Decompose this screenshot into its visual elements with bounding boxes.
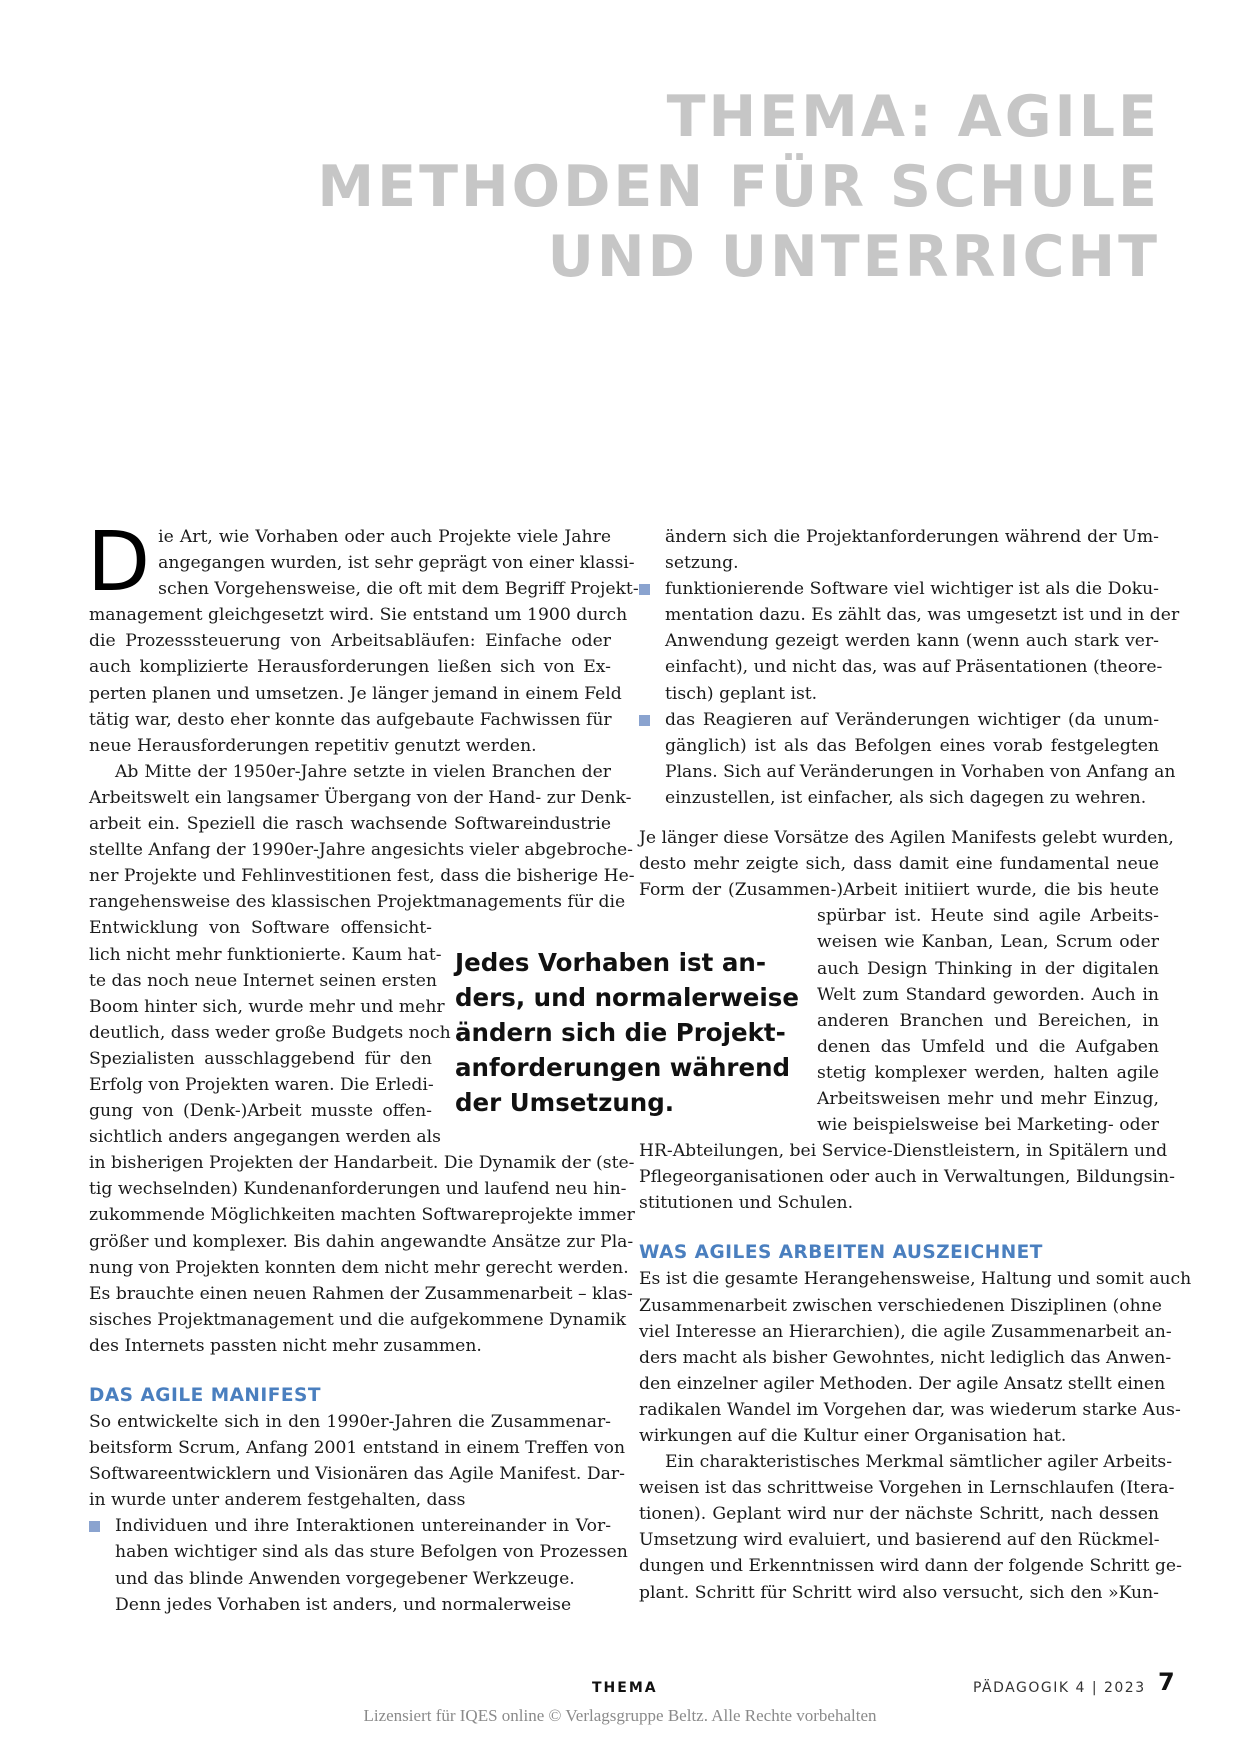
text-line: anderen Branchen und Bereichen, in [817,1010,1159,1031]
license-notice: Lizensiert für IQES online © Verlagsgruppe Beltz. Alle Rechte vorbehalten [363,1706,877,1725]
text-line: Je länger diese Vorsätze des Agilen Manifests gelebt wurden, [639,828,1174,849]
pull-quote-line: ändern sich die Projekt- [455,1018,786,1047]
dropcap: D [87,515,151,610]
text-line: tionen). Geplant wird nur der nächste Schritt, nach dessen [639,1504,1159,1525]
text-line: Individuen und ihre Interaktionen untereinander in Vor- [115,1516,611,1537]
text-line: wirkungen auf die Kultur einer Organisation hat. [639,1426,1067,1446]
paragraph [89,1409,626,1513]
bullet-square-icon [639,715,650,726]
text-line: beitsform Scrum, Anfang 2001 entstand in einem Treffen von [89,1438,626,1459]
text-line: management gleichgesetzt wird. Sie entstand um 1900 durch [89,605,628,626]
text-line: Es brauchte einen neuen Rahmen der Zusammenarbeit – klas- [89,1283,633,1304]
text-line: die Prozesssteuerung von Arbeitsabläufen: Einfache oder [89,631,611,652]
bullet-square-icon [89,1521,100,1532]
text-line: Arbeitswelt ein langsamer Übergang von der Hand- zur Denk- [89,787,632,808]
pull-quote-line: ders, und normalerweise [455,983,799,1012]
text-line: Ein charakteristisches Merkmal sämtlicher agiler Arbeits- [665,1452,1173,1473]
text-line: Welt zum Standard geworden. Auch in [817,984,1159,1005]
text-line: in bisherigen Projekten der Handarbeit. Die Dynamik der (ste- [89,1153,635,1174]
text-line: schen Vorgehensweise, die oft mit dem Begriff Projekt- [158,579,639,600]
text-line: und das blinde Anwenden vorgegebener Werkzeuge. [115,1568,575,1589]
text-line: Boom hinter sich, wurde mehr und mehr [89,996,445,1017]
text-line: dungen und Erkenntnissen wird dann der folgende Schritt ge- [639,1556,1182,1577]
text-line: das Reagieren auf Veränderungen wichtiger (da unum- [665,709,1159,730]
text-line: ders macht als bisher Gewohntes, nicht lediglich das Anwen- [639,1347,1172,1368]
text-line: Form der (Zusammen-)Arbeit initiiert wurde, die bis heute [639,880,1159,901]
text-line: zukommende Möglichkeiten machten Softwareprojekte immer [89,1205,635,1226]
text-line: auch Design Thinking in der digitalen [817,958,1159,979]
text-line: nung von Projekten konnten dem nicht mehr gerecht werden. [89,1257,629,1278]
text-line: sichtlich anders angegangen werden als [89,1127,441,1148]
text-line: Spezialisten ausschlaggebend für den [89,1048,432,1069]
text-line: weisen wie Kanban, Lean, Scrum oder [817,932,1159,953]
text-line: angegangen wurden, ist sehr geprägt von einer klassi- [158,553,635,574]
list-item [639,576,1180,706]
page-number: 7 [1158,1668,1175,1696]
pull-quote-line: Jedes Vorhaben ist an- [455,948,766,977]
list-item-continued [639,524,1159,576]
section-heading: WAS AGILES ARBEITEN AUSZEICHNET [639,1242,1043,1264]
text-line: stitutionen und Schulen. [639,1193,854,1214]
text-line: Anwendung gezeigt werden kann (wenn auch stark ver- [665,631,1159,652]
text-line: größer und komplexer. Bis dahin angewandte Ansätze zur Pla- [89,1231,634,1252]
intro-paragraph [87,515,639,759]
title-line: UND UNTERRICHT [547,224,1160,290]
text-line: sisches Projektmanagement und die aufgekommene Dynamik [89,1309,627,1330]
pull-quote-line: der Umsetzung. [455,1088,675,1117]
text-line: radikalen Wandel im Vorgehen dar, was wiederum starke Aus- [639,1399,1181,1420]
text-line: setzung. [665,553,739,574]
text-line: ner Projekte und Fehlinvestitionen fest, dass die bisherige He- [89,866,635,887]
text-line: gung von (Denk-)Arbeit musste offen- [89,1101,432,1122]
text-line: Arbeitsweisen mehr und mehr Einzug, [817,1088,1159,1109]
text-line: weisen ist das schrittweise Vorgehen in Lernschlaufen (Itera- [639,1478,1175,1499]
text-line: funktionierende Software viel wichtiger ist als die Doku- [665,579,1159,600]
text-line: haben wichtiger sind als das sture Befolgen von Prozessen [115,1542,628,1563]
pull-quote-line: anforderungen während [455,1053,791,1082]
text-line: stellte Anfang der 1990er-Jahre angesichts vieler abgebroche- [89,840,633,861]
text-line: Pflegeorganisationen oder auch in Verwaltungen, Bildungsin- [639,1167,1175,1188]
text-line: gänglich) ist als das Befolgen eines vorab festgelegten [665,735,1159,756]
text-line: viel Interesse an Hierarchien), die agile Zusammenarbeit an- [639,1321,1172,1342]
section-heading: DAS AGILE MANIFEST [89,1385,322,1406]
text-line: ie Art, wie Vorhaben oder auch Projekte viele Jahre [158,527,611,547]
text-line: tisch) geplant ist. [665,683,818,704]
text-line: Plans. Sich auf Veränderungen in Vorhaben von Anfang an [665,761,1176,782]
text-line: tig wechselnden) Kundenanforderungen und laufend neu hin- [89,1179,627,1200]
text-line: Erfolg von Projekten waren. Die Erledi- [89,1074,434,1095]
list-item [639,707,1176,811]
footer-section-label: THEMA [592,1680,658,1696]
text-line: Ab Mitte der 1950er-Jahre setzte in vielen Branchen der [115,761,611,782]
text-line: spürbar ist. Heute sind agile Arbeits- [817,906,1159,927]
text-line: neue Herausforderungen repetitiv genutzt werden. [89,735,537,756]
bullet-square-icon [639,584,650,595]
text-line: perten planen und umsetzen. Je länger jemand in einem Feld [89,683,622,704]
text-line: Es ist die gesamte Herangehensweise, Haltung und somit auch [639,1269,1192,1290]
text-line: arbeit ein. Speziell die rasch wachsende Softwareindustrie [89,814,611,835]
text-line: HR-Abteilungen, bei Service-Dienstleistern, in Spitälern und [639,1141,1168,1162]
text-line: wie beispielsweise bei Marketing- oder [817,1115,1159,1136]
text-line: auch komplizierte Herausforderungen ließen sich von Ex- [89,657,611,678]
text-line: deutlich, dass weder große Budgets noch [89,1022,451,1043]
title-line: METHODEN FÜR SCHULE [317,154,1160,220]
text-line: einfacht), und nicht das, was auf Präsentationen (theore- [665,657,1163,678]
text-line: ändern sich die Projektanforderungen während der Um- [665,527,1159,547]
pull-quote [455,945,799,1120]
text-line: Entwicklung von Software offensicht- [89,918,432,939]
text-line: So entwickelte sich in den 1990er-Jahren die Zusammenar- [89,1412,611,1432]
text-line: plant. Schritt für Schritt wird also versucht, sich den »Kun- [639,1582,1159,1603]
text-line: in wurde unter anderem festgehalten, dass [89,1490,466,1511]
text-line: rangehensweise des klassischen Projektmanagements für die [89,892,626,913]
text-line: Denn jedes Vorhaben ist anders, und normalerweise [115,1594,572,1615]
text-line: einzustellen, ist einfacher, als sich dagegen zu wehren. [665,787,1147,808]
text-line: stetig komplexer werden, halten agile [817,1062,1159,1083]
text-line: Softwareentwicklern und Visionären das Agile Manifest. Dar- [89,1464,625,1485]
text-line: mentation dazu. Es zählt das, was umgesetzt ist und in der [665,605,1180,626]
text-line: Umsetzung wird evaluiert, und basierend auf den Rückmel- [639,1530,1160,1551]
text-line: te das noch neue Internet seinen ersten [89,970,437,991]
text-line: tätig war, desto eher konnte das aufgebaute Fachwissen für [89,709,612,730]
paragraph [639,1449,1182,1606]
footer-journal-issue: PÄDAGOGIK 4 | 2023 [973,1680,1146,1696]
paragraph [639,1266,1192,1449]
text-line: lich nicht mehr funktionierte. Kaum hat- [89,944,442,965]
list-item [89,1513,628,1617]
page-title [317,82,1160,292]
text-line: denen das Umfeld und die Aufgaben [817,1036,1159,1057]
text-line: des Internets passten nicht mehr zusammen. [89,1335,482,1356]
text-line: desto mehr zeigte sich, dass damit eine fundamental neue [639,854,1159,875]
text-line: Zusammenarbeit zwischen verschiedenen Disziplinen (ohne [639,1295,1162,1316]
text-line: den einzelner agiler Methoden. Der agile Ansatz stellt einen [639,1373,1166,1394]
title-line: THEMA: AGILE [666,84,1160,150]
